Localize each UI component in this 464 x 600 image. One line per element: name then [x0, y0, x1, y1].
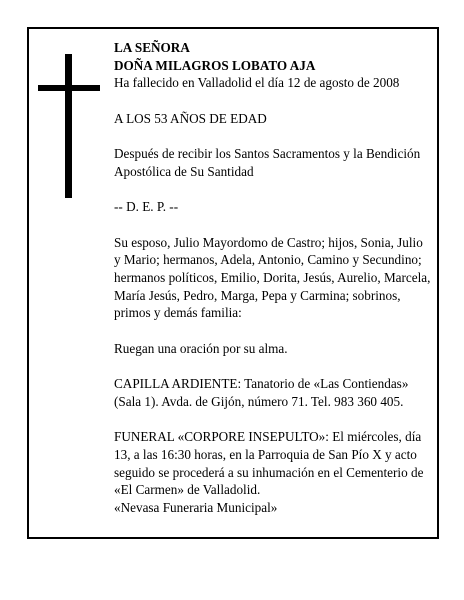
- death-statement: Ha fallecido en Valladolid el día 12 de agosto de 2008: [114, 75, 400, 91]
- cross-vertical-bar: [65, 54, 72, 198]
- obituary-text: [114, 39, 432, 517]
- cross-icon: [38, 54, 100, 198]
- family-paragraph: Su esposo, Julio Mayordomo de Castro; hijos, Sonia, Julio y Mario; hermanos, Adela, Antonio, Camino y Secundino; hermanos políticos, Emilio, Dorita, Jesús, Aurelio, Marcela, María Jesús, Pedro, Marga, Pepa y Carmina; sobrinos, primos y demás familia:: [114, 234, 431, 321]
- title-line-1: LA SEÑORA: [114, 40, 190, 55]
- cross-horizontal-bar: [38, 85, 100, 91]
- rip-line: -- D. E. P. --: [114, 199, 179, 215]
- funeral-info: FUNERAL «CORPORE INSEPULTO»: El miércoles, día 13, a las 16:30 horas, en la Parroquia de San Pío X y acto seguido se procederá a su inhumación en el Cementerio de «El Carmen» de Valladolid.: [114, 429, 424, 498]
- age-statement: A LOS 53 AÑOS DE EDAD: [114, 110, 267, 126]
- funeral-home: «Nevasa Funeraria Municipal»: [114, 500, 278, 516]
- deceased-name: DOÑA MILAGROS LOBATO AJA: [114, 57, 316, 73]
- prayer-request: Ruegan una oración por su alma.: [114, 340, 288, 356]
- chapel-info: CAPILLA ARDIENTE: Tanatorio de «Las Contiendas» (Sala 1). Avda. de Gijón, número 71. Tel. 983 360 405.: [114, 376, 409, 409]
- sacraments-statement: Después de recibir los Santos Sacramentos y la Bendición Apostólica de Su Santidad: [114, 146, 421, 179]
